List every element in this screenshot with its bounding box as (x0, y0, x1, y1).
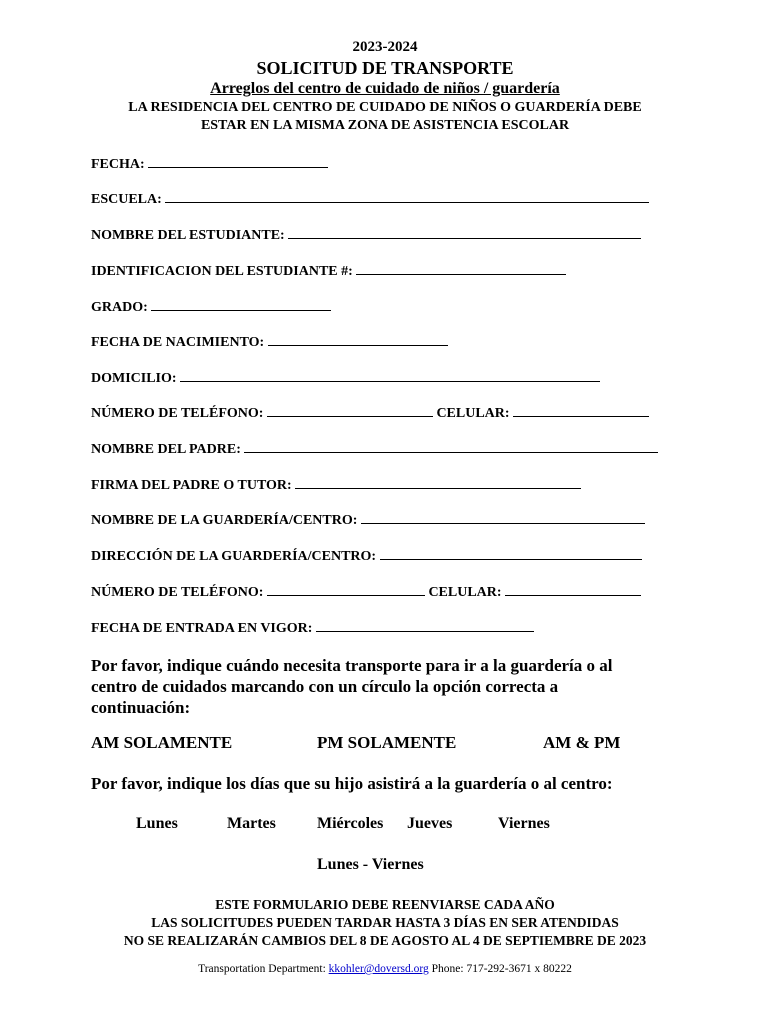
transport-question (91, 655, 613, 718)
option-pm-only[interactable]: PM SOLAMENTE (317, 733, 457, 752)
telefono-row-2 (91, 583, 641, 601)
direccion-guarderia-row (91, 547, 642, 565)
day-lunes-viernes[interactable]: Lunes - Viernes (317, 856, 424, 873)
nombre-estudiante-row (91, 226, 641, 244)
grado-line[interactable] (151, 298, 331, 311)
identificacion-line[interactable] (356, 262, 566, 275)
telefono-row-1 (91, 404, 649, 422)
contact-phone: Phone: 717-292-3671 x 80222 (431, 963, 572, 975)
firma-padre-row (91, 476, 581, 494)
footer-notice (0, 896, 770, 950)
fecha-row (91, 155, 328, 173)
celular-label-1: CELULAR: (436, 406, 510, 421)
identificacion-row (91, 262, 566, 280)
fecha-nacimiento-label: FECHA DE NACIMIENTO: (91, 335, 265, 350)
escuela-label: ESCUELA: (91, 192, 162, 207)
nombre-padre-row (91, 440, 658, 458)
grado-row (91, 298, 331, 316)
firma-padre-label: FIRMA DEL PADRE O TUTOR: (91, 478, 292, 493)
footer-line1: ESTE FORMULARIO DEBE REENVIARSE CADA AÑO (215, 897, 555, 912)
fecha-label: FECHA: (91, 157, 145, 172)
nombre-guarderia-label: NOMBRE DE LA GUARDERÍA/CENTRO: (91, 513, 358, 528)
footer-line2: LAS SOLICITUDES PUEDEN TARDAR HASTA 3 DÍAS EN SER ATENDIDAS (151, 915, 619, 930)
domicilio-line[interactable] (180, 369, 600, 382)
telefono-label-2: NÚMERO DE TELÉFONO: (91, 585, 264, 600)
day-jueves[interactable]: Jueves (407, 815, 453, 832)
contact-email-link[interactable]: kkohler@doversd.org (328, 963, 429, 975)
fecha-line[interactable] (148, 155, 328, 168)
telefono-label-1: NÚMERO DE TELÉFONO: (91, 406, 264, 421)
nombre-guarderia-row (91, 511, 645, 529)
celular-label-2: CELULAR: (428, 585, 502, 600)
form-year: 2023-2024 (352, 39, 418, 55)
telefono-line-1[interactable] (267, 404, 433, 417)
option-am-pm[interactable]: AM & PM (543, 733, 621, 752)
telefono-line-2[interactable] (267, 583, 425, 596)
day-lunes[interactable]: Lunes (136, 815, 178, 832)
domicilio-label: DOMICILIO: (91, 371, 177, 386)
fecha-nacimiento-line[interactable] (268, 333, 448, 346)
fecha-vigor-label: FECHA DE ENTRADA EN VIGOR: (91, 621, 313, 636)
nombre-padre-line[interactable] (244, 440, 658, 453)
nombre-estudiante-line[interactable] (288, 226, 641, 239)
form-title: SOLICITUD DE TRANSPORTE (256, 58, 514, 78)
direccion-guarderia-line[interactable] (380, 547, 642, 560)
days-question: Por favor, indique los días que su hijo asistirá a la guardería o al centro: (91, 774, 613, 793)
day-martes[interactable]: Martes (227, 815, 276, 832)
fecha-vigor-row (91, 619, 534, 637)
escuela-line[interactable] (165, 190, 649, 203)
zone-notice-line2: ESTAR EN LA MISMA ZONA DE ASISTENCIA ESCOLAR (200, 118, 570, 133)
day-viernes[interactable]: Viernes (498, 815, 550, 832)
contact-info (0, 963, 770, 975)
nombre-padre-label: NOMBRE DEL PADRE: (91, 442, 241, 457)
firma-padre-line[interactable] (295, 476, 581, 489)
zone-notice (0, 99, 770, 135)
escuela-row (91, 190, 649, 208)
direccion-guarderia-label: DIRECCIÓN DE LA GUARDERÍA/CENTRO: (91, 549, 377, 564)
form-subtitle: Arreglos del centro de cuidado de niños / guardería (210, 80, 560, 97)
transport-question-line2: centro de cuidados marcando con un círculo la opción correcta a (91, 677, 559, 696)
option-am-only[interactable]: AM SOLAMENTE (91, 733, 233, 752)
footer-line3: NO SE REALIZARÁN CAMBIOS DEL 8 DE AGOSTO AL 4 DE SEPTIEMBRE DE 2023 (123, 933, 647, 948)
fecha-vigor-line[interactable] (316, 619, 534, 632)
celular-line-1[interactable] (513, 404, 649, 417)
fecha-nacimiento-row (91, 333, 448, 351)
nombre-guarderia-line[interactable] (361, 511, 645, 524)
transport-question-line1: Por favor, indique cuándo necesita transporte para ir a la guardería o al (91, 656, 613, 675)
celular-line-2[interactable] (505, 583, 641, 596)
domicilio-row (91, 369, 600, 387)
transport-question-line3: continuación: (91, 698, 191, 717)
zone-notice-line1: LA RESIDENCIA DEL CENTRO DE CUIDADO DE NIÑOS O GUARDERÍA DEBE (128, 100, 642, 115)
nombre-estudiante-label: NOMBRE DEL ESTUDIANTE: (91, 228, 285, 243)
identificacion-label: IDENTIFICACION DEL ESTUDIANTE #: (91, 264, 353, 279)
grado-label: GRADO: (91, 300, 148, 315)
contact-label: Transportation Department: (198, 963, 326, 975)
day-miercoles[interactable]: Miércoles (317, 815, 384, 832)
